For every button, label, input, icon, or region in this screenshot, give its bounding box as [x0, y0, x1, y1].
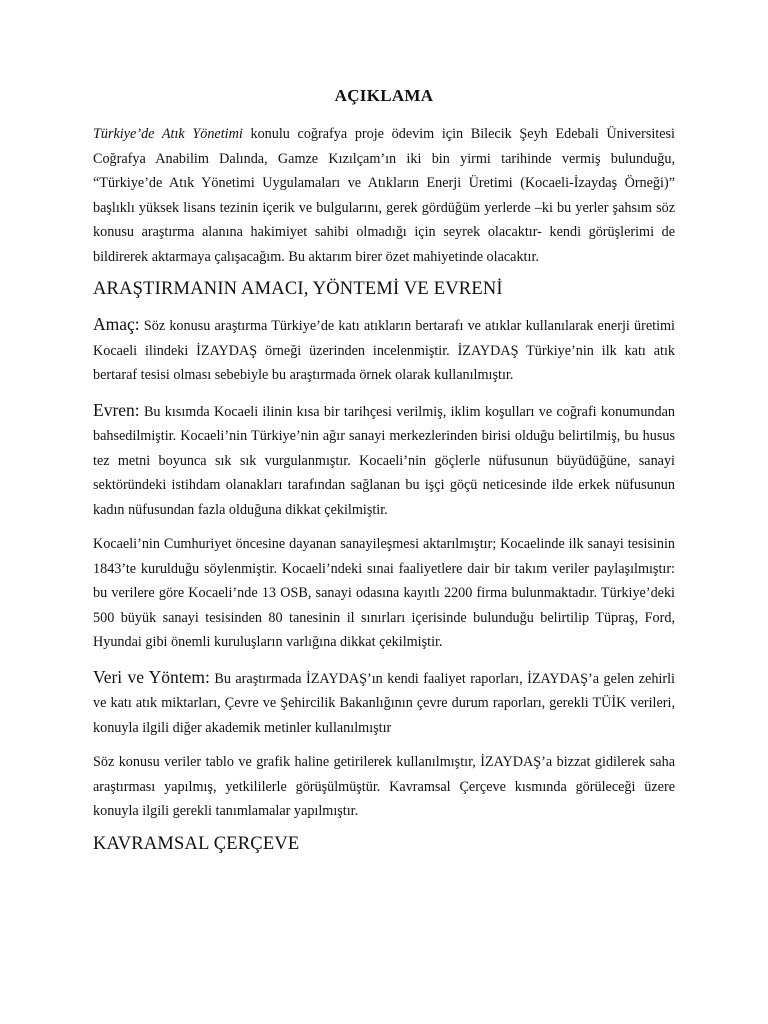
evren-text: Bu kısımda Kocaeli ilinin kısa bir tarihçesi verilmiş, iklim koşulları ve coğrafi konumundan bahsedilmiştir. Kocaeli’nin Türkiye’nin ağır sanayi merkezlerinden birisi olduğu belirtilmiş, bu husus tez metni boyunca sık sık vurgulanmıştır. Kocaeli’nin göçlerle nüfusunun büyüdüğüne, sanayi sektöründeki istihdam olanakları tarafından sağlanan bu işçi göçü neticesinde ilde erkek nüfusunun kadın nüfusundan fazla olduğuna dikkat çekilmiştir. [93, 403, 675, 518]
evren-paragraph [93, 398, 675, 523]
veriler-paragraph: Söz konusu veriler tablo ve grafik haline getirilerek kullanılmıştır, İZAYDAŞ’a bizzat gidilerek saha araştırması yapılmış, yetkililerle görüşülmüştür. Kavramsal Çerçeve kısmında görüleceği üzere konuyla ilgili gerekli tanımlamalar yapılmıştır. [93, 754, 675, 819]
section-heading-research: ARAŞTIRMANIN AMACI, YÖNTEMİ VE EVRENİ [93, 279, 503, 299]
section-heading-framework: KAVRAMSAL ÇERÇEVE [93, 833, 300, 854]
amac-label: Amaç: [93, 314, 140, 334]
amac-paragraph [93, 312, 675, 388]
intro-text: konulu coğrafya proje ödevim için Bilecik Şeyh Edebali Üniversitesi Coğrafya Anabilim Dalında, Gamze Kızılçam’ın iki bin yirmi tarihinde vermiş bulunduğu, “Türkiye’de Atık Yönetimi Uygulamaları ve Atıkların Enerji Üretimi (Kocaeli-İzaydaş Örneği)” başlıklı yüksek lisans tezinin içerik ve bulgularını, gerek gördüğüm yerlerde –ki bu yerler şahsım söz konusu araştırma alanına hakimiyet sahibi olmadığı için seyrek olacaktır- kendi görüşlerimi de bildirerek aktarmaya çalışacağım. Bu aktarım birer özet mahiyetinde olacaktır. [93, 126, 675, 265]
sanayi-paragraph: Kocaeli’nin Cumhuriyet öncesine dayanan sanayileşmesi aktarılmıştır; Kocaelinde ilk sanayi tesisinin 1843’te kurulduğu söylenmiştir. Kocaeli’ndeki sınai faaliyetlere dair bir takım veriler paylaşılmıştır: bu verilere göre Kocaeli’nde 13 OSB, sanayi odasına kayıtlı 2200 firma bulunmaktadır. Türkiye’deki 500 büyük sanayi tesisinden 80 tanesinin il sınırları içerisinde bulunduğu belirtilip Tüpraş, Ford, Hyundai gibi önemli kuruluşların varlığına dikkat çekilmiştir. [93, 536, 675, 650]
evren-label: Evren: [93, 399, 140, 420]
veri-paragraph [93, 665, 675, 741]
intro-paragraph [93, 122, 675, 269]
intro-italic-topic: Türkiye’de Atık Yönetimi [93, 126, 243, 142]
veri-text: Bu araştırmada İZAYDAŞ’ın kendi faaliyet raporları, İZAYDAŞ’a gelen zehirli ve katı atık miktarları, Çevre ve Şehircilik Bakanlığının çevre durum raporları, gerekli TÜİK verileri, konuyla ilgili diğer akademik metinler kullanılmıştır [93, 670, 675, 736]
amac-text: Söz konusu araştırma Türkiye’de katı atıkların bertarafı ve atıklar kullanılarak enerji üretimi Kocaeli ilindeki İZAYDAŞ örneği üzerinden incelenmiştir. İZAYDAŞ Türkiye’nin ilk katı atık bertaraf tesisi olması sebebiyle bu araştırmada örnek olarak kullanılmıştır. [93, 318, 675, 383]
veri-label: Veri ve Yöntem: [93, 666, 210, 687]
page-title: AÇIKLAMA [334, 86, 434, 105]
